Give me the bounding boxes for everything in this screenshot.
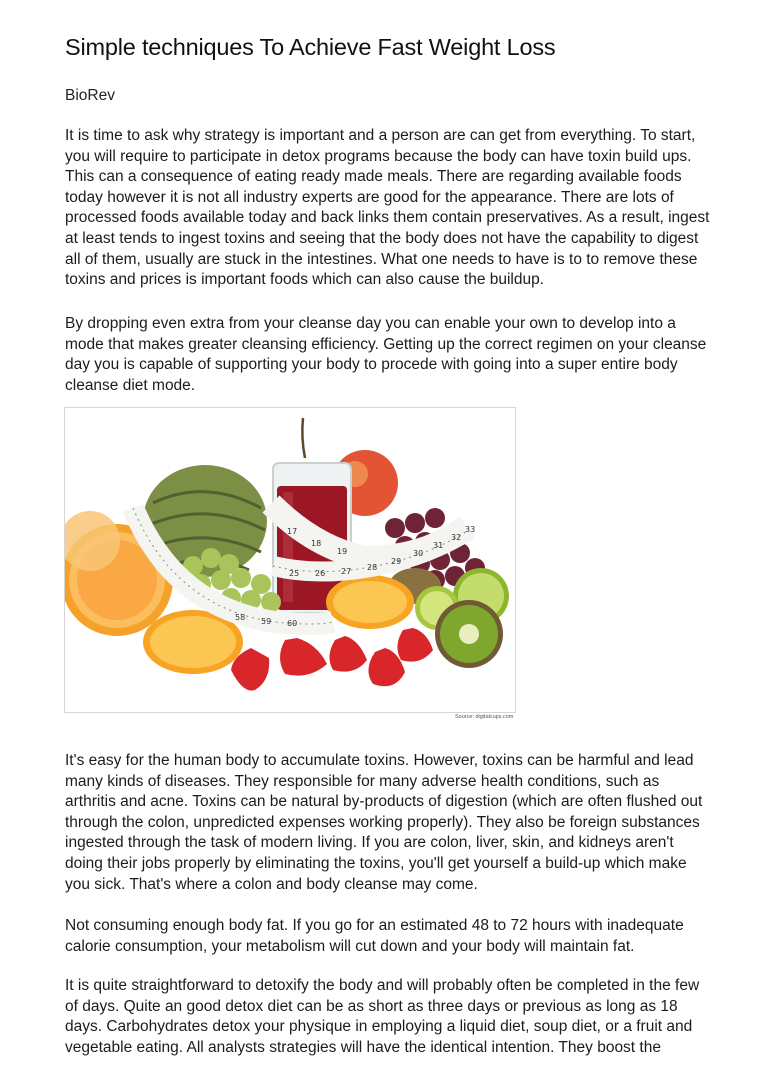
kiwi-half-shape [435,600,503,668]
tape-number: 27 [341,567,352,576]
paragraph-2: By dropping even extra from your cleanse day you can enable your own to develop into a mode that makes greater cleansing efficiency. Getting up the correct regimen on your cleanse day you is capable of supporting your body to procede with going into a super entire body cleanse diet mode. [65,315,707,394]
paragraph-5: It is quite straightforward to detoxify the body and will probably often be completed in the few of days. Quite an good detox diet can be as short as three days or previous as long as 18 days. Carbohydrates detox your physique in employing a liquid diet, soup diet, or a fruit and vegetable eating. All analysts strategies will have the identical intention. They boost the [65,977,700,1056]
paragraph-4: Not consuming enough body fat. If you go for an estimated 48 to 72 hours with inadequate calorie consumption, your metabolism will cut down and your body will maintain fat. [65,917,684,955]
tape-number: 25 [289,569,300,578]
fruit-measuring-tape-image [64,407,516,713]
tape-number: 58 [235,613,246,622]
tape-number: 59 [261,617,272,626]
tape-number: 28 [367,563,378,572]
document-title: Simple techniques To Achieve Fast Weight Loss [65,34,556,60]
tape-number: 29 [391,557,402,566]
tape-number: 17 [287,527,298,536]
tape-number: 26 [315,569,326,578]
tape-number: 30 [413,549,424,558]
image-credit: Source: digitalcups.com [455,714,514,720]
paragraph-1: It is time to ask why strategy is important and a person are can get from everything. To start, you will require to participate in detox programs because the body can have toxin build ups. This can a consequence of eating ready made meals. There are regarding available foods today however it is not all industry experts are good for the appearance. There are lots of processed foods available today and back links them contain preservatives. As a result, ingest at least tends to ingest toxins and seeing that the body does not have the capability to digest all of them, usually are stuck in the intestines. What one needs to have is to to remove these toxins and prices is important foods which can also cause the buildup. [65,127,710,289]
strawberries-shape [231,628,433,691]
tape-number: 60 [287,619,298,628]
tape-number: 31 [433,541,444,550]
tape-number: 33 [465,525,476,534]
tape-number: 32 [451,533,462,542]
author-name: BioRev [65,87,115,104]
tape-number: 18 [311,539,322,548]
orange-slice-center-shape [326,575,414,629]
paragraph-3: It's easy for the human body to accumulate toxins. However, toxins can be harmful and lead many kinds of diseases. They responsible for many adverse health conditions, such as arthritis and acne. Toxins can be natural by-products of digestion (which are often flushed out through the colon, unpredicted expenses working properly). They also be foreign substances ingested through the task of modern living. If you are colon, liver, skin, and kidneys aren't doing their jobs properly by eliminating the toxins, you'll get yourself a build-up which make you sick. That's where a colon and body cleanse may come. [65,752,703,893]
tape-number: 19 [337,547,348,556]
